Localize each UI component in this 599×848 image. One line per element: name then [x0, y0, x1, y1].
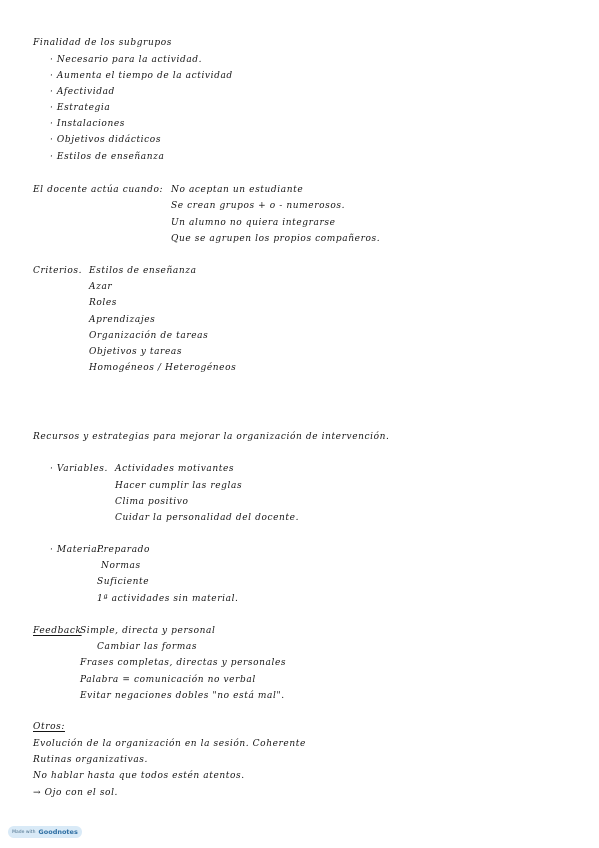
criterios-line: Homogéneos / Heterogéneos: [89, 363, 237, 373]
docente-line: Un alumno no quiera integrarse: [171, 218, 336, 228]
recursos-title: Recursos y estrategias para mejorar la organización de intervención.: [33, 432, 390, 442]
criterios-line: Roles: [89, 298, 118, 308]
variables-line: Cuidar la personalidad del docente.: [115, 513, 300, 523]
criterios-line: Estilos de enseñanza: [89, 266, 197, 276]
docente-line: No aceptan un estudiante: [171, 185, 304, 195]
feedback-line: Cambiar las formas: [97, 642, 198, 652]
goodnotes-watermark: [8, 826, 82, 838]
variables-line: Actividades motivantes: [115, 464, 235, 474]
criterios-line: Azar: [89, 282, 113, 292]
finalidad-item: · Objetivos didácticos: [50, 135, 162, 145]
docente-line: Se crean grupos + o - numerosos.: [171, 201, 346, 211]
variables-line: Clima positivo: [115, 497, 189, 507]
criterios-line: Objetivos y tareas: [89, 347, 183, 357]
finalidad-item: · Estrategia: [50, 103, 111, 113]
feedback-line: Evitar negaciones dobles "no está mal".: [80, 691, 285, 701]
otros-line: Evolución de la organización en la sesión. Coherente: [33, 739, 306, 749]
otros-line: No hablar hasta que todos estén atentos.: [33, 771, 245, 781]
otros-line: → Ojo con el sol.: [33, 788, 119, 798]
finalidad-item: · Afectividad: [50, 87, 115, 97]
criterios-line: Aprendizajes: [89, 315, 156, 325]
otros-line: Rutinas organizativas.: [33, 755, 148, 765]
material-label: · Material.: [50, 545, 105, 555]
feedback-line: Palabra = comunicación no verbal: [80, 675, 256, 685]
feedback-line: Frases completas, directas y personales: [80, 658, 287, 668]
feedback-label: Feedback: [33, 626, 82, 636]
material-line: Normas: [101, 561, 141, 571]
variables-line: Hacer cumplir las reglas: [115, 481, 243, 491]
variables-label: · Variables.: [50, 464, 108, 474]
watermark-prefix: Made with: [12, 829, 36, 835]
material-line: 1ª actividades sin material.: [97, 594, 239, 604]
docente-label: El docente actúa cuando:: [33, 185, 164, 195]
material-line: Preparado: [97, 545, 151, 555]
docente-line: Que se agrupen los propios compañeros.: [171, 234, 381, 244]
material-line: Suficiente: [97, 577, 150, 587]
finalidad-item: · Estilos de enseñanza: [50, 152, 165, 162]
criterios-line: Organización de tareas: [89, 331, 209, 341]
criterios-label: Criterios.: [33, 266, 83, 276]
watermark-brand: Goodnotes: [38, 828, 78, 836]
feedback-line: Simple, directa y personal: [80, 626, 216, 636]
otros-title: Otros:: [33, 722, 65, 732]
finalidad-title: Finalidad de los subgrupos: [33, 38, 172, 48]
finalidad-item: · Instalaciones: [50, 119, 125, 129]
finalidad-item: · Aumenta el tiempo de la actividad: [50, 71, 233, 81]
finalidad-item: · Necesario para la actividad.: [50, 55, 203, 65]
